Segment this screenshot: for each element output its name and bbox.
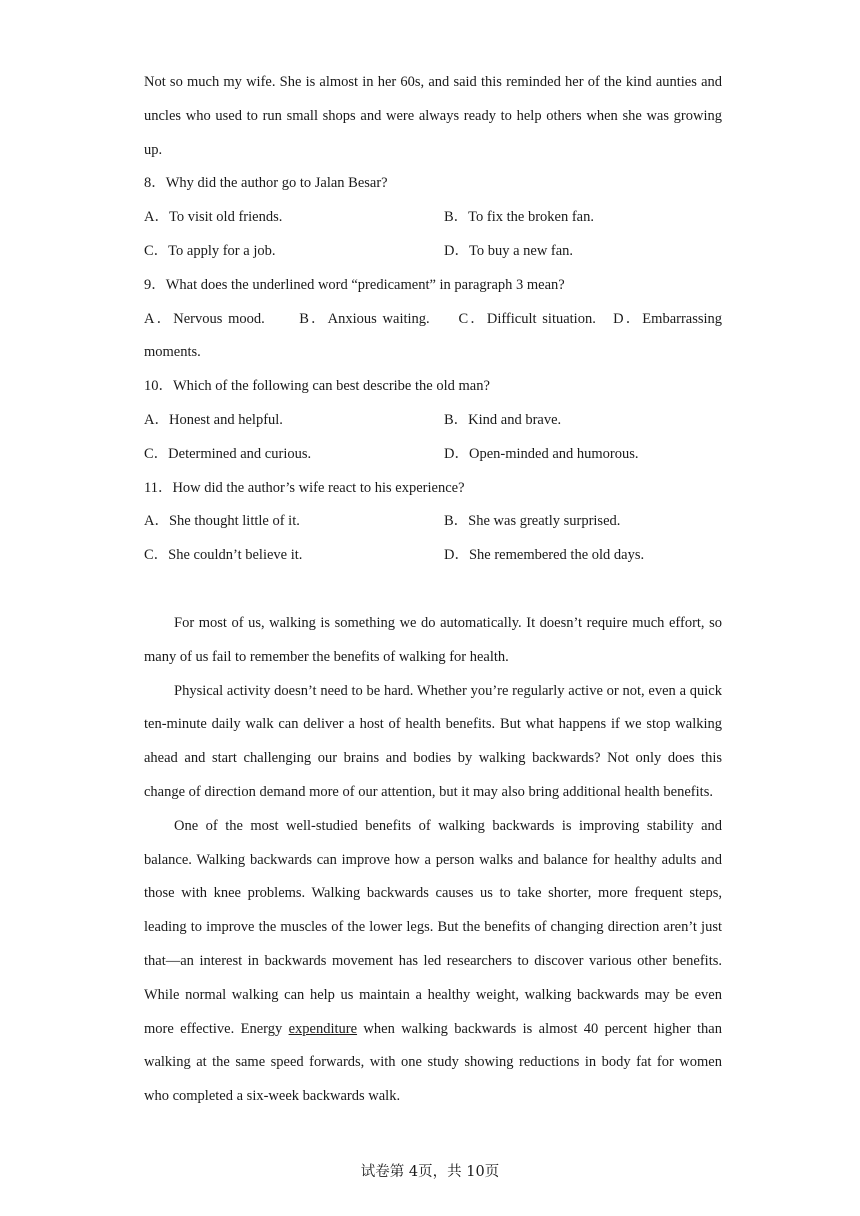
question-10-stem: 10．Which of the following can best describe the old man? <box>144 378 490 395</box>
question-8-option-d: D．To buy a new fan. <box>444 242 574 259</box>
question-11-option-d: D．She remembered the old days. <box>444 547 645 564</box>
passage-paragraph-3 <box>144 810 722 1114</box>
question-9-stem: 9．What does the underlined word “predicament” in paragraph 3 mean? <box>144 276 565 293</box>
question-11-options-row-2 <box>144 539 722 573</box>
question-11-options-row-1 <box>144 505 722 539</box>
question-8-option-b: B．To fix the broken fan. <box>444 209 594 226</box>
question-11-stem: 11．How did the author’s wife react to his experience? <box>144 479 465 496</box>
question-9-option-a: A．Nervous mood. <box>144 310 265 327</box>
passage-paragraph-1: For most of us, walking is something we do automatically. It doesn’t require much effort, so many of us fail to remember the benefits of walking for health. <box>144 614 722 665</box>
question-9-option-d: D．Embarrassing moments. <box>144 310 723 361</box>
passage-paragraph-3-part-1: One of the most well-studied benefits of walking backwards is improving stability and balance. Walking backwards can improve how a person walks and balance for healthy adults and those with knee problems. Walking backwards causes us to take shorter, more frequent steps, leading to improve the muscles of the lower legs. But the benefits of changing direction aren’t just that—an interest in backwards movement has led researchers to discover various other benefits. While normal walking can help us maintain a healthy weight, walking backwards may be even more effective. Energy <box>144 817 722 1037</box>
question-11-option-c: C．She couldn’t believe it. <box>144 547 303 564</box>
question-8-stem: 8．Why did the author go to Jalan Besar? <box>144 175 388 192</box>
question-9-option-b: B．Anxious waiting. <box>299 310 430 327</box>
question-11-option-b: B．She was greatly surprised. <box>444 513 621 530</box>
question-10-option-a: A．Honest and helpful. <box>144 411 283 428</box>
page-footer: 试卷第 4页，共 10页 <box>360 1164 500 1180</box>
question-9-options <box>144 303 722 371</box>
question-8-options-row-1 <box>144 201 722 235</box>
question-8-options-row-2 <box>144 235 722 269</box>
section-gap <box>144 573 722 607</box>
underlined-word-expenditure: expenditure <box>288 1020 358 1037</box>
question-10-option-c: C．Determined and curious. <box>144 445 312 462</box>
question-11-option-a: A．She thought little of it. <box>144 513 300 530</box>
passage-paragraph-3-part-2: when walking backwards is almost 40 percent higher than walking at the same speed forwards, with one study showing reductions in body fat for women who completed a six-week backwards walk. <box>144 1020 722 1105</box>
question-8-option-a: A．To visit old friends. <box>144 209 283 226</box>
question-10-option-b: B．Kind and brave. <box>444 411 562 428</box>
question-10-options-row-1 <box>144 404 722 438</box>
question-10-options-row-2 <box>144 438 722 472</box>
question-10-option-d: D．Open-minded and humorous. <box>444 445 639 462</box>
continuation-paragraph: Not so much my wife. She is almost in her 60s, and said this reminded her of the kind aunties and uncles who used to run small shops and were always ready to help others when she was growing up. <box>144 74 722 158</box>
passage-paragraph-2: Physical activity doesn’t need to be hard. Whether you’re regularly active or not, even a quick ten-minute daily walk can deliver a host of health benefits. But what happens if we stop walking ahead and start challenging our brains and bodies by walking backwards? Not only does this change of direction demand more of our attention, but it may also bring additional health benefits. <box>144 682 722 800</box>
question-8-option-c: C．To apply for a job. <box>144 242 276 259</box>
document-page <box>144 66 722 1114</box>
question-9-option-c: C．Difficult situation. <box>458 310 596 327</box>
